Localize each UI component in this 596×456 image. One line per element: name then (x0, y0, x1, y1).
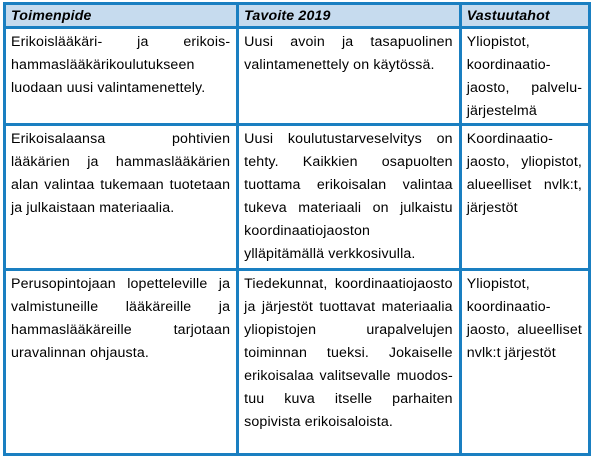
header-vastuutahot: Vastuutahot (460, 4, 589, 28)
cell-text: Uusi avoin ja tasapuolinen valintamenettely on käytössä. (244, 34, 453, 73)
table-row (5, 270, 590, 455)
cell-text: Koordinaatiojaosto, yliopistot, alueelliset nvlk:t, järjestöt (466, 131, 582, 216)
header-toimenpide: Toimenpide (5, 4, 238, 28)
cell-toimenpide (5, 125, 238, 270)
cell-tavoite (238, 28, 461, 125)
measures-table (3, 2, 591, 456)
cell-text: Erikoisalaansa pohtivien lääkärien ja hammaslääkärien alan valintaa tukemaan tuotetaan ja julkaistaan materiaalia. (11, 131, 231, 216)
cell-toimenpide (5, 28, 238, 125)
cell-vastuutahot (460, 28, 589, 125)
header-row (5, 4, 590, 28)
cell-text: Yliopistot, koordinaatiojaosto, alueelliset nvlk:t järjestöt (466, 276, 582, 361)
cell-toimenpide (5, 270, 238, 455)
cell-tavoite (238, 125, 461, 270)
cell-vastuutahot (460, 270, 589, 455)
cell-text: Perusopintojaan lopetteleville ja valmistuneille lääkäreille ja hammaslääkäreille tarjotaan uravalinnan ohjausta. (11, 276, 231, 361)
cell-vastuutahot (460, 125, 589, 270)
table-header (5, 4, 590, 28)
cell-tavoite (238, 270, 461, 455)
header-tavoite: Tavoite 2019 (238, 4, 461, 28)
table-body (5, 28, 590, 455)
cell-text: Tiedekunnat, koordinaatiojaosto ja järjestöt tuottavat materiaalia yliopistojen urapalvelujen toiminnan tueksi. Jokaiselle erikoisalaa valitsevalle muodostuu kuva itselle parhaiten sopivista erikoisaloista. (244, 276, 453, 430)
table-row (5, 125, 590, 270)
cell-text: Yliopistot, koordinaatiojaosto, palvelujärjestelmä (466, 34, 582, 119)
table-row (5, 28, 590, 125)
cell-text: Uusi koulutustarveselvitys on tehty. Kaikkien osapuolten tuottama erikoisalan valintaa tukeva materiaali on julkaistu koordinaatiojaoston ylläpitämällä verkkosivulla. (244, 131, 453, 262)
cell-text: Erikoislääkäri- ja erikoishammaslääkärikoulutukseen luodaan uusi valintamenettely. (11, 34, 231, 96)
